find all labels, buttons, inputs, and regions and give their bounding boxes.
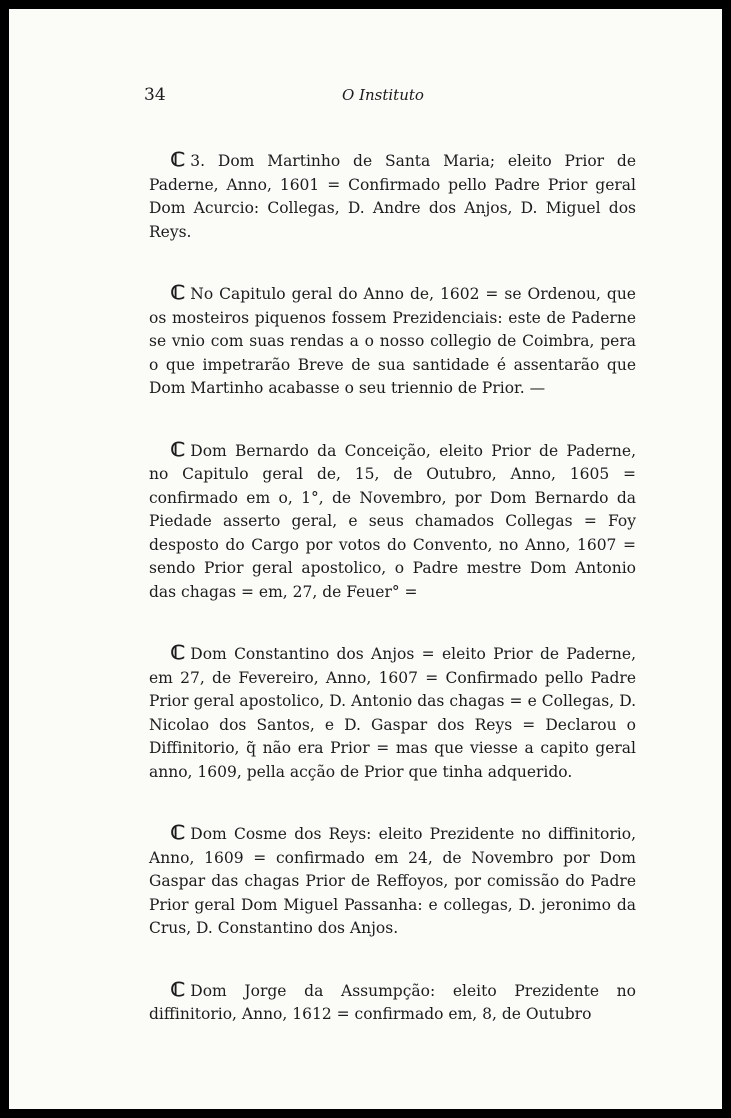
paragraph-text: Dom Constantino dos Anjos = eleito Prior de Paderne, em 27, de Fevereiro, Anno, 1607 = Confirmado pello Padre Prior geral apostolico, D. Antonio das chagas = e Collegas, D. Nicolao dos Santos, e D. Gaspar dos Reys = Declarou o Diffinitorio, q̃ não era Prior = mas que viesse a capito geral anno, 1609, pella acção de Prior que tinha adquerido. bbox=[149, 645, 636, 781]
paragraph-text: Dom Bernardo da Conceição, eleito Prior de Paderne, no Capitulo geral de, 15, de Outubro, Anno, 1605 = confirmado em o, 1°, de Novembro, por Dom Bernardo da Piedade asserto geral, e seus chamados Collegas = Foy desposto do Cargo por votos do Convento, no Anno, 1607 = sendo Prior geral apostolico, o Padre mestre Dom Antonio das chagas = em, 27, de Feuer° = bbox=[149, 441, 636, 601]
paragraph-1 bbox=[149, 149, 636, 244]
paragraph-mark-icon: ℂ bbox=[170, 283, 185, 304]
paragraph-text: No Capitulo geral do Anno de, 1602 = se Ordenou, que os mosteiros piquenos fossem Prezidenciais: este de Paderne se vnio com suas rendas a o nosso collegio de Coimbra, pera o que impetrarão Breve de sua santidade é assentarão que Dom Martinho acabasse o seu triennio de Prior. — bbox=[149, 285, 636, 397]
paragraph-mark-icon: ℂ bbox=[170, 979, 185, 1001]
page-header bbox=[9, 85, 722, 109]
paragraph-5 bbox=[149, 822, 636, 941]
paragraph-mark-icon: ℂ bbox=[170, 439, 185, 461]
page-number: 34 bbox=[144, 85, 166, 105]
paragraph-text: Dom Jorge da Assumpção: eleito Prezidente no diffinitorio, Anno, 1612 = confirmado em, 8, de Outubro bbox=[149, 981, 636, 1023]
paragraph-text: 3. Dom Martinho de Santa Maria; eleito Prior de Paderne, Anno, 1601 = Confirmado pello Padre Prior geral Dom Acurcio: Collegas, D. Andre dos Anjos, D. Miguel dos Reys. bbox=[149, 152, 636, 241]
paragraph-3 bbox=[149, 439, 636, 605]
paragraph-mark-icon: ℂ bbox=[170, 150, 185, 171]
paragraph-4 bbox=[149, 642, 636, 784]
paragraph-mark-icon: ℂ bbox=[170, 643, 185, 664]
paragraph-mark-icon: ℂ bbox=[170, 823, 185, 844]
book-page bbox=[9, 9, 722, 1109]
page-body bbox=[149, 149, 636, 1065]
paragraph-text: Dom Cosme dos Reys: eleito Prezidente no diffinitorio, Anno, 1609 = confirmado em 24, de Novembro por Dom Gaspar das chagas Prior de Reffoyos, por comissão do Padre Prior geral Dom Miguel Passanha: e collegas, D. jeronimo da Crus, D. Constantino dos Anjos. bbox=[149, 825, 636, 937]
paragraph-6 bbox=[149, 979, 636, 1027]
running-title: O Instituto bbox=[342, 86, 424, 104]
paragraph-2 bbox=[149, 282, 636, 401]
